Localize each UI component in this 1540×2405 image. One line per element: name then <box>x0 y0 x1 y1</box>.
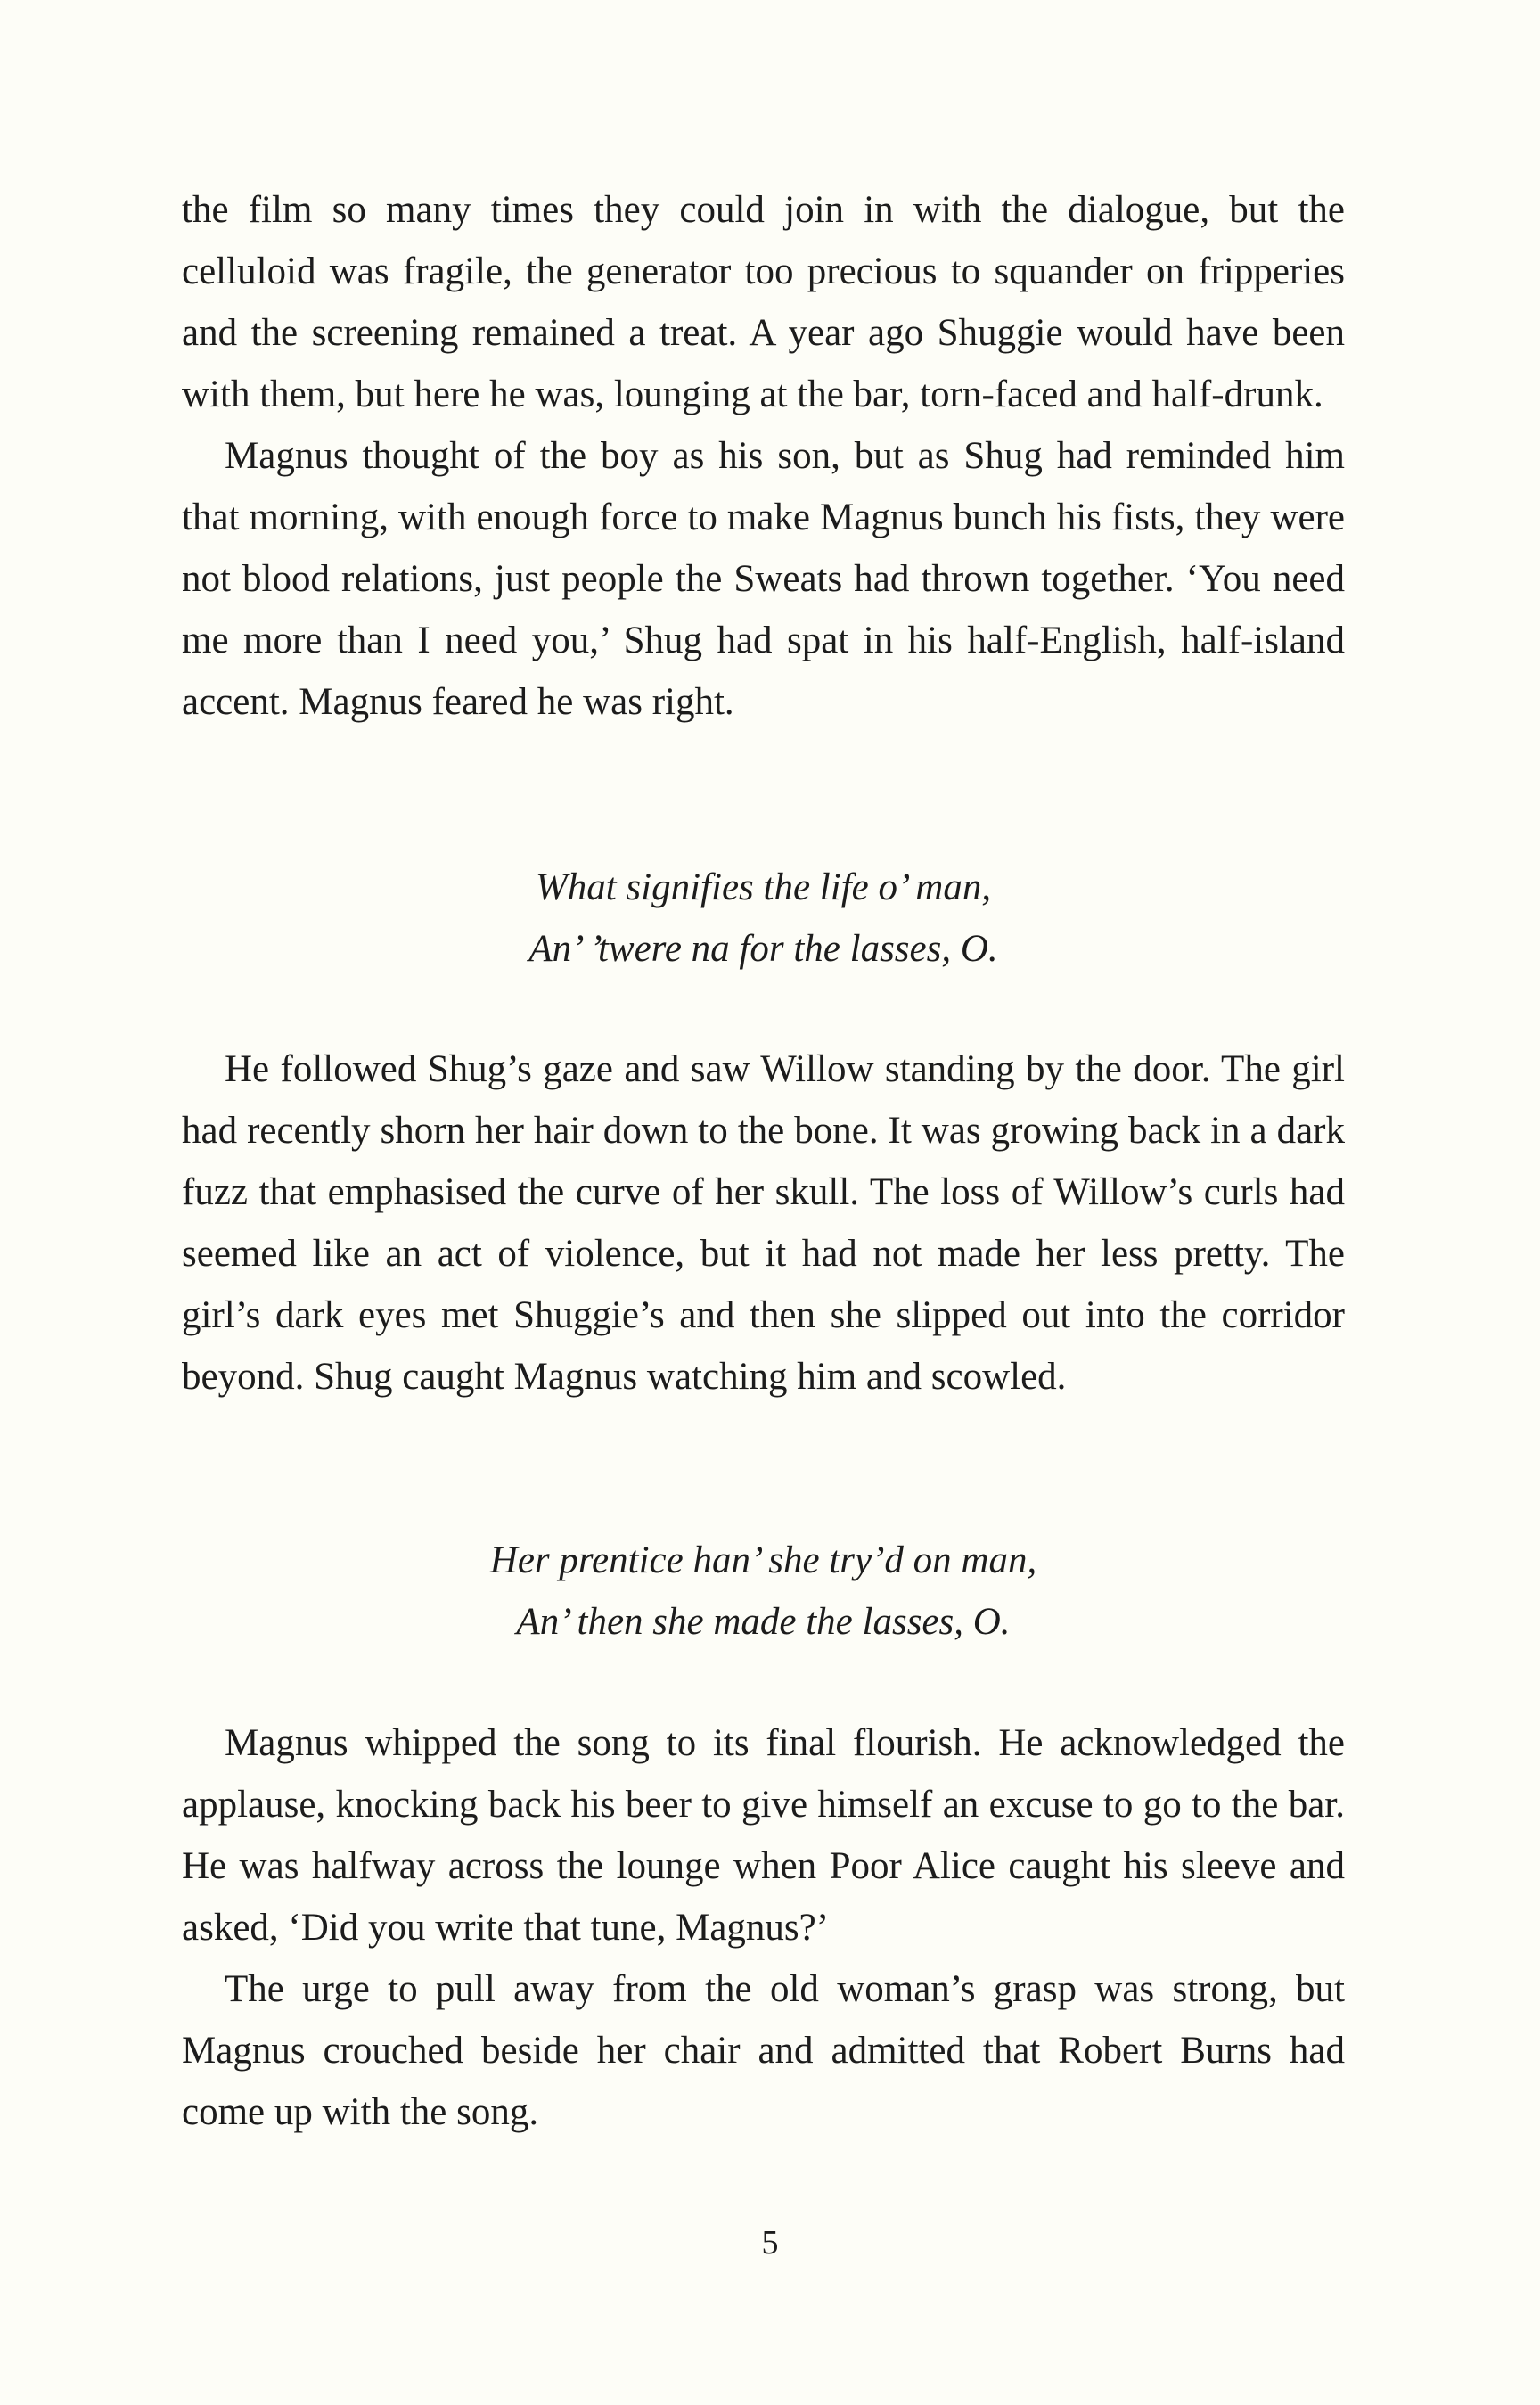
text-block-1 <box>182 179 1345 733</box>
text-block-2 <box>182 1038 1345 1408</box>
verse-line: An’ then she made the lasses, O. <box>516 1601 1011 1643</box>
verse-2 <box>182 1530 1345 1653</box>
verse-line: What signifies the life o’ man, <box>535 866 992 908</box>
page-number: 5 <box>761 2224 779 2261</box>
text-block-3 <box>182 1712 1345 2143</box>
verse-line: An’ ’twere na for the lasses, O. <box>528 928 998 970</box>
paragraph: Magnus whipped the song to its final flourish. He acknowledged the applause, knocking back his beer to give himself an excuse to go to the bar. He was halfway across the lounge when Poor Alice caught his sleeve and asked, ‘Did you write that tune, Magnus?’ <box>182 1722 1345 1949</box>
verse-line: Her prentice han’ she try’d on man, <box>489 1539 1037 1581</box>
paragraph: The urge to pull away from the old woman’s grasp was strong, but Magnus crouched beside her chair and admitted that Robert Burns had come up with the song. <box>182 1968 1345 2133</box>
paragraph: the film so many times they could join in with the dialogue, but the celluloid was fragile, the generator too precious to squander on fripperies and the screening remained a treat. A year ago Shuggie would have been with them, but here he was, lounging at the bar, torn-faced and half-drunk. <box>182 189 1345 415</box>
verse-1 <box>182 857 1345 980</box>
paragraph: Magnus thought of the boy as his son, but as Shug had reminded him that morning, with enough force to make Magnus bunch his fists, they were not blood relations, just people the Sweats had thrown together. ‘You need me more than I need you,’ Shug had spat in his half-English, half-island accent. Magnus feared he was right. <box>182 435 1345 723</box>
paragraph: He followed Shug’s gaze and saw Willow standing by the door. The girl had recently shorn her hair down to the bone. It was growing back in a dark fuzz that emphasised the curve of her skull. The loss of Willow’s curls had seemed like an act of violence, but it had not made her less pretty. The girl’s dark eyes met Shuggie’s and then she slipped out into the corridor beyond. Shug caught Magnus watching him and scowled. <box>182 1048 1345 1398</box>
